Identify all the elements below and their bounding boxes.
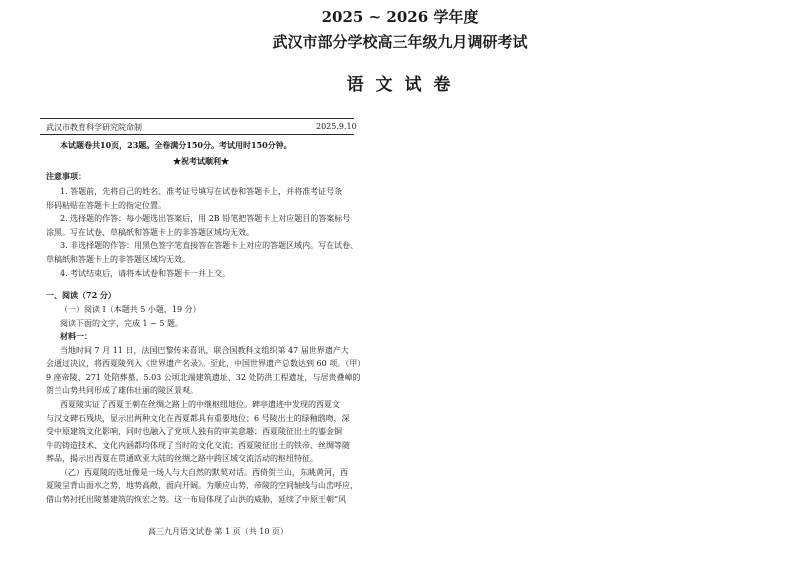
passage-line: 葬品，揭示出西夏在贯通欧亚大陆的丝绸之路中跨区域交流活动的枢纽特征。 <box>46 454 318 463</box>
paper-summary: 本试题卷共10页，23题。全卷满分150分。考试用时150分钟。 <box>60 140 292 150</box>
note-line: 2. 选择题的作答：每小题选出答案后，用 2B 铅笔把答题卡上对应题目的答案标号 <box>60 214 351 223</box>
exam-title: 武汉市部分学校高三年级九月调研考试 <box>272 33 528 51</box>
header-rule-top <box>40 118 354 119</box>
issuer: 武汉市教育科学研究院命制 <box>46 123 142 132</box>
passage-line: 9 座帝陵、271 处陪葬墓、5.03 公顷北端建筑遗址、32 处防洪工程遗址，与居贵叠嶂的 <box>46 373 361 382</box>
note-line: 1. 答题前，先将自己的姓名、准考证号填写在试卷和答题卡上，并将准考证号条 <box>60 187 343 196</box>
note-line: 4. 考试结束后，请将本试卷和答题卡一并上交。 <box>60 269 231 278</box>
passage-line: （乙）西夏陵的选址像是一场人与大自然的默契对话。西倚贺兰山，东眺黄河，西 <box>60 468 348 477</box>
passage-line: 夏陵呈背山面水之势，地势高敞，面向开阔。为顺应山势，帝陵的空间轴线与山峦呼应， <box>46 481 358 490</box>
passage-line: 受中原建筑文化影响，同时也融入了党项人独有的审美意趣；西夏陵征出土的鎏金铜 <box>46 427 342 436</box>
page-footer: 高三九月语文试卷 第 1 页（共 10 页） <box>148 527 288 536</box>
school-year: 2025 ~ 2026 学年度 <box>321 8 479 26</box>
passage-line: 会通过决议，将西夏陵列入《世界遗产名录》。至此，中国世界遗产总数达到 60 项。（甲） <box>46 359 366 368</box>
passage-line: 借山势衬托出陵墓建筑的恢宏之势。这一布局体现了山洪的威胁，延续了中原王朝“风 <box>46 495 347 504</box>
exam-date: 2025.9.10 <box>316 122 357 131</box>
passage-line: 西夏陵实证了西夏王朝在丝绸之路上的中继枢纽地位。碑亭遗迹中发现的西夏文 <box>60 400 340 409</box>
section-subheading: （一）阅读 I（本题共 5 小题，19 分） <box>60 305 201 314</box>
passage-line: 牛的铸造技术、文化内涵都均体现了当时的文化交流；西夏陵征出土的铁帝、丝绸等随 <box>46 441 350 450</box>
section-instruction: 阅读下面的文字，完成 1 ~ 5 题。 <box>60 319 184 328</box>
subject-title: 语 文 试 卷 <box>346 75 454 95</box>
section-heading: 一、阅读（72 分） <box>46 290 116 300</box>
note-line: 草稿纸和答题卡上的非答题区域均无效。 <box>46 255 190 264</box>
header-rule-bottom <box>40 134 354 135</box>
passage-line: 与汉文碑石残块，显示出两种文化在西夏都具有重要地位；6 号陵出土的绿釉鸱吻，深 <box>46 414 350 423</box>
passage-line: 贺兰山势共同形成了雄伟壮丽的陵区景观。 <box>46 386 198 395</box>
note-line: 3. 非选择题的作答：用黑色签字笔直接答在答题卡上对应的答题区域内。写在试卷、 <box>60 241 359 250</box>
material-label: 材料一： <box>60 331 92 341</box>
notes-heading: 注意事项： <box>46 171 86 181</box>
note-line: 形码粘贴在答题卡上的指定位置。 <box>46 201 166 210</box>
note-line: 涂黑。写在试卷、草稿纸和答题卡上的非答题区域均无效。 <box>46 228 254 237</box>
passage-line: 当地时间 7 月 11 日，法国巴黎传来喜讯，联合国教科文组织第 47 届世界遗产大 <box>60 346 349 355</box>
blessing: ★祝考试顺利★ <box>173 156 229 166</box>
